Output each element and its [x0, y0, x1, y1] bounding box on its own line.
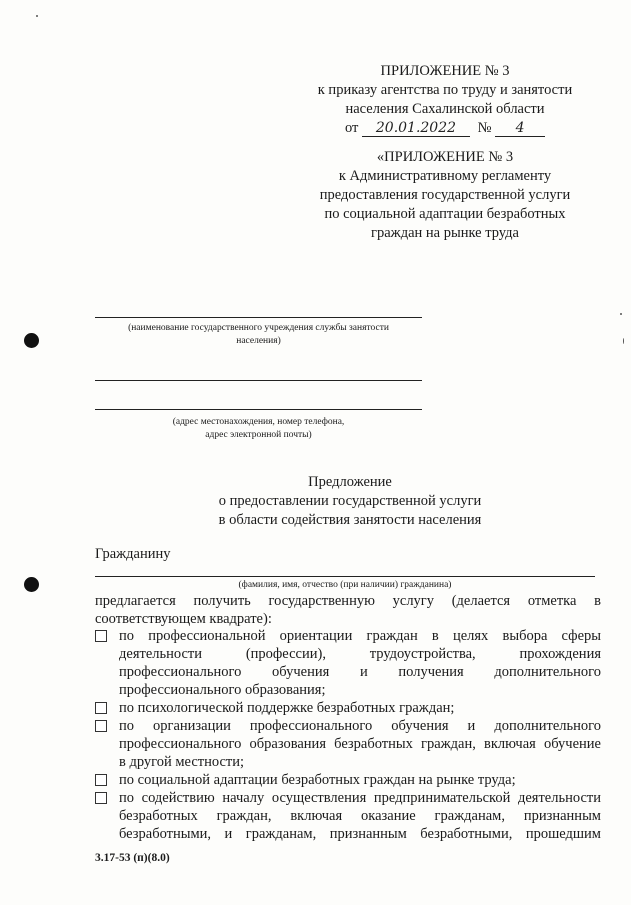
service-text-line: профессионального образования безработных граждан, включая обучение	[119, 736, 601, 752]
service-checkbox[interactable]	[95, 774, 107, 786]
service-checkbox[interactable]	[95, 702, 107, 714]
order-number-value: 4	[495, 121, 545, 137]
order-date-value: 20.01.2022	[362, 121, 470, 137]
service-option	[95, 717, 601, 771]
caption-line: населения)	[236, 336, 281, 346]
address-field[interactable]	[95, 380, 422, 381]
regulation-appendix-line: к Административному регламенту	[338, 168, 552, 184]
date-prefix: от	[344, 120, 359, 136]
service-option	[95, 789, 601, 843]
service-text-line: по профессиональной ориентации граждан в целях выбора сферы	[119, 628, 601, 644]
regulation-appendix-header	[300, 148, 590, 243]
address-caption	[95, 416, 422, 442]
title-line: Предложение	[308, 474, 392, 490]
service-text-line: по психологической поддержке безработных граждан;	[119, 700, 455, 716]
service-text-line: по содействию началу осуществления предпринимательской деятельности	[119, 790, 601, 806]
service-text	[119, 717, 601, 771]
citizen-label: Гражданину	[95, 546, 171, 562]
citizen-caption: (фамилия, имя, отчество (при наличии) гражданина)	[238, 580, 452, 590]
service-text-line: по социальной адаптации безработных граждан на рынке труда;	[119, 772, 516, 788]
service-checkbox[interactable]	[95, 792, 107, 804]
intro-line: соответствующем квадрате):	[95, 611, 272, 627]
scan-speck	[623, 338, 624, 344]
form-code: 3.17-53 (п)(8.0)	[95, 852, 170, 864]
order-date-line	[300, 119, 590, 138]
regulation-appendix-line: по социальной адаптации безработных	[324, 206, 566, 222]
caption-line: (наименование государственного учреждения службы занятости	[128, 323, 389, 333]
service-text	[119, 789, 601, 843]
scan-speck	[620, 313, 622, 315]
number-prefix: №	[477, 120, 492, 136]
service-text	[119, 771, 601, 789]
service-option	[95, 627, 601, 699]
title-line: в области содействия занятости населения	[218, 512, 482, 528]
institution-name-field[interactable]	[95, 317, 422, 318]
service-option	[95, 699, 601, 717]
service-text-line: по организации профессионального обучения и дополнительного	[119, 718, 601, 734]
service-text-line: безработных граждан, включая оказание гражданам, признанным	[119, 808, 601, 824]
service-text-line: профессионального обучения и получения дополнительного	[119, 664, 601, 680]
title-line: о предоставлении государственной услуги	[218, 493, 482, 509]
order-appendix-title: ПРИЛОЖЕНИЕ № 3	[380, 63, 510, 79]
order-appendix-header	[300, 62, 590, 138]
intro-line: предлагается получить государственную услугу (делается отметка в	[95, 593, 601, 609]
citizen-name-field[interactable]	[95, 576, 595, 577]
caption-line: адрес электронной почты)	[205, 430, 312, 440]
service-text-line: профессионального образования;	[119, 682, 326, 698]
scan-speck	[36, 15, 38, 17]
regulation-appendix-title: «ПРИЛОЖЕНИЕ № 3	[376, 149, 514, 165]
service-option	[95, 771, 601, 789]
service-text	[119, 627, 601, 699]
regulation-appendix-line: предоставления государственной услуги	[319, 187, 571, 203]
service-text-line: деятельности (профессии), трудоустройства, прохождения	[119, 646, 601, 662]
punch-hole	[24, 333, 39, 348]
service-text-line: безработными, и гражданам, признанным безработными, прошедшим	[119, 826, 601, 842]
institution-caption	[95, 322, 422, 348]
address-field[interactable]	[95, 409, 422, 410]
service-text	[119, 699, 601, 717]
order-appendix-line: к приказу агентства по труду и занятости	[317, 82, 573, 98]
caption-line: (адрес местонахождения, номер телефона,	[172, 417, 345, 427]
service-checkbox[interactable]	[95, 630, 107, 642]
document-title	[180, 473, 520, 530]
intro-text	[95, 592, 601, 628]
service-text-line: в другой местности;	[119, 754, 245, 770]
service-checkbox[interactable]	[95, 720, 107, 732]
punch-hole	[24, 577, 39, 592]
order-appendix-line: населения Сахалинской области	[345, 101, 545, 117]
regulation-appendix-line: граждан на рынке труда	[371, 225, 519, 241]
